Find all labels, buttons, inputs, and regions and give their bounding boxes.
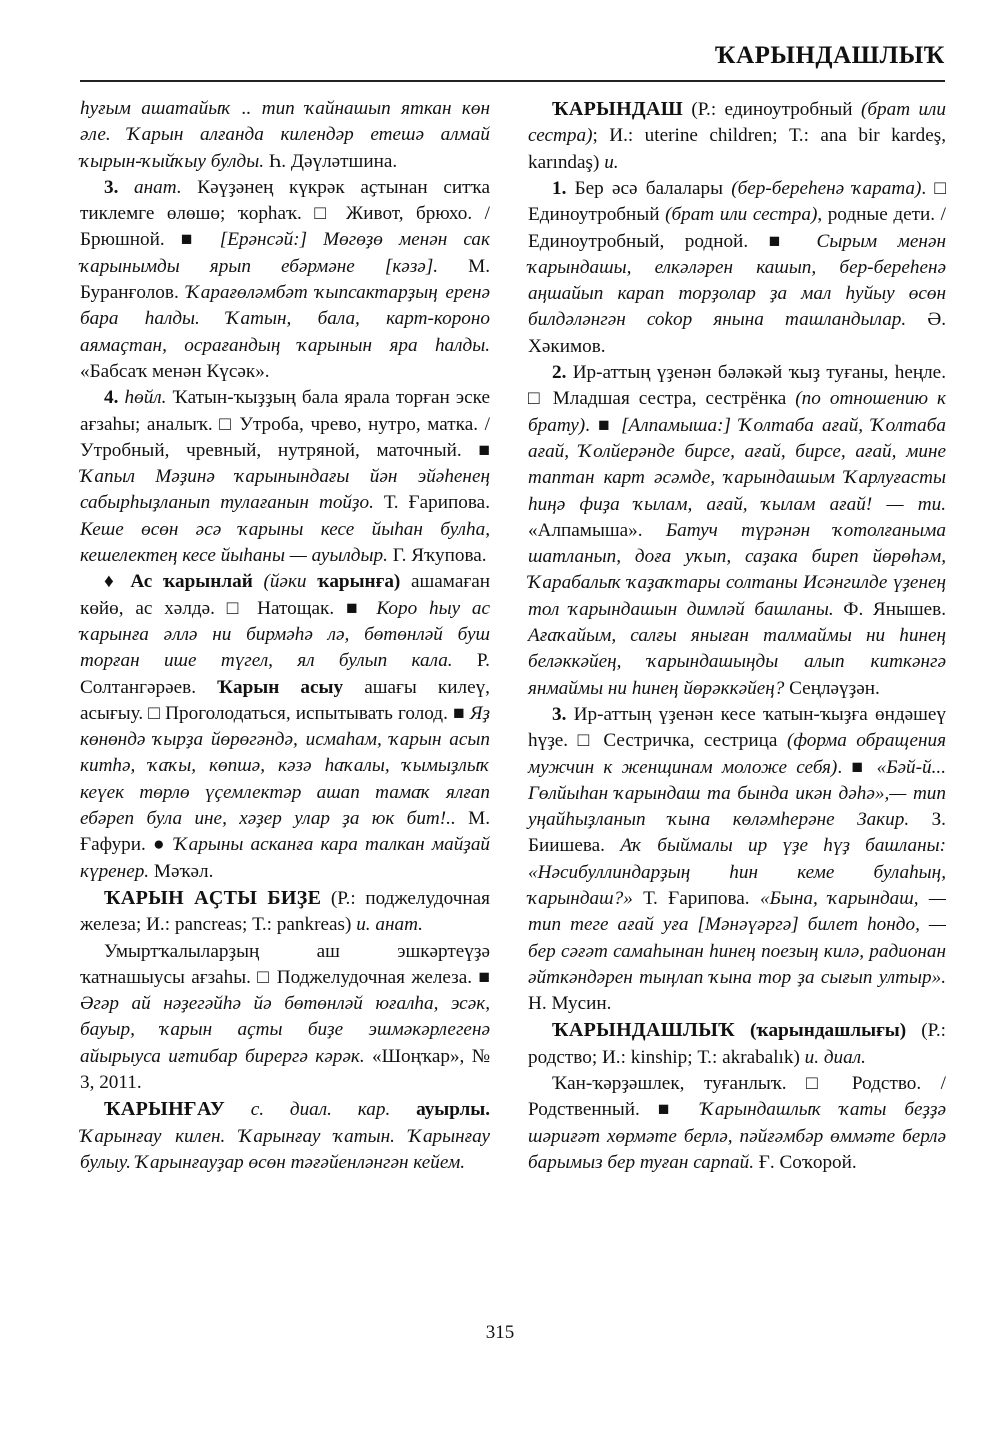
text-run: Сеңләүҙән. [784,677,880,699]
text-run: ҠАРЫН АҪТЫ БИҘЕ [104,886,322,909]
text-run: Р. Солтангәрәев. [80,650,490,698]
text-run: Ҡарындашлыҡ ҡаты беҙҙә шәриғәт хөрмәте берлә, пәйғәмбәр өммәте берлә барымыз бер туған сарпай. [528,1099,946,1174]
right-column [528,96,946,1176]
text-run: 4. [104,387,125,409]
text-run: Ҡарын асыу [217,676,344,698]
text-run: (брат или сестра) [665,204,818,226]
text-run: 1. [552,177,575,199]
text-run: Ҡарыны асканға кара талкан майҙай күренер. [80,834,491,882]
text-run: «Шоңҡар», № 3, 2011. [80,1045,491,1094]
text-run: (брат или сестра) [528,99,946,147]
text-run: Т. Ғарипова. [373,492,490,514]
text-run: . ■ [837,756,877,778]
text-run: 3. [104,176,135,198]
text-run: [Алпамыша:] Ҡолтаба ағай, Ҡолтаба ағай, Ҡолйерәнде бирсе, ағай, бирсе, ағай, мине таптан карт әсәмде, ҡарындашым Ҡарлуғасты һиңә фиҙа ҡылам, ағай, ҡылам ағай! — ти. [528,414,946,515]
sense-3 [80,175,490,385]
text-run: ашамаған көйө, ас хәлдә. □ Натощак. ■ [80,571,490,619]
text-run: (йәки [263,571,307,593]
text-run: Ҡапыл Мәҙинә ҡарынындағы йән эйәһенең сабырһыҙланып тулағанын тойҙо. [80,466,490,514]
text-run: Ағаҡайым, салғы яныған талмаймы ни һинең беләккәйең, ҡарындашыңды алып киткәнгә янмаймы ни һинең йөрәккәйең? [528,625,946,699]
text-run: Коро һыу ас ҡарынға әллә ни бирмәһә лә, бөтөнләй буш торған ише түгел, ял булып кала. [80,597,491,672]
text-run: (Р.: поджелудочная железа; И.: pancreas; Т.: pankreas) [80,887,490,936]
text-run: Умыртҡалыларҙың аш эшкәртеүҙә ҡатнашыусы ағзаһы. □ Поджелудочная железа. ■ [80,940,490,988]
text-run: Ҡан-ҡәрҙәшлек, туғанлыҡ. □ Родство. / Родственный. ■ [528,1073,946,1121]
text-run: Ҡарағөләмбәт ҡыпсактарҙың еренә бара һалды. Ҡатын, бала, карт-короно аямаҫтан, осрағандың ҡарынын яра һалды. [80,282,490,356]
text-run: (ҡарындашлығы) [735,1020,907,1042]
text-run: и. диал. [804,1046,866,1068]
text-run: Кәүҙәнең күкрәк аҫтынан ситҡа тиклемге өлөшө; ҡорһаҡ. □ Живот, брюхо. / Брюшной. ■ [80,176,491,251]
entry-karyndashlyk [528,1017,946,1071]
text-run: Һ. Дәүләтшина. [264,150,398,172]
text-run: [Ерәнсәй:] Мөгөҙө менән сак ҡарынымды ярып ебәрмәне [кәзә]. [80,229,490,277]
text-run: 2. [552,362,573,384]
text-run: Мәҡәл. [149,860,214,882]
text-run: (Р.: единоутробный [683,99,861,120]
text-run: «Бәй-й... Гөлйыһан ҡарындаш та бында икән дәһә»,— тип уңайһыҙланып ҡына көләмһерәне Закир. [528,756,946,831]
page-number: 315 [485,1322,515,1343]
text-run: 3. [552,703,574,725]
text-run: и. анат. [356,914,423,936]
idioms [80,569,490,885]
text-run: ҠАРЫНДАШ [552,98,683,120]
text-run: Т. Ғарипова. [632,888,760,909]
text-run: Батуч түрәнән ҡотолғаныма шатланып, доға уҡып, саҙака биреп йөрөһәм, Ҡарабалыҡ ҡаҙаҡтары солтаны Исәнгилде үҙенең тол ҡарындашын димләй башланы. [528,519,946,620]
entry-karyndashlyk-definition [528,1071,946,1176]
text-run: Ир-аттың үҙенән кесе ҡатын-ҡыҙға өндәшеү һүҙе. □ Сестричка, сестрица [528,703,946,752]
text-run: ауырлы. [390,1099,490,1121]
entry-karyn-asty-bize [80,885,490,939]
text-run: ♦ Ас ҡарынлай [104,571,264,593]
text-run: М. Буранғолов. [80,255,490,304]
text-run: Н. Мусин. [528,993,612,1015]
entry-karyngau [80,1096,490,1176]
text-run: «Алпамыша». [528,519,666,541]
text-run: М. Ғафури. ● [80,808,490,856]
text-run: ашағы килеү, асығыу. □ Проголодаться, испытывать голод. ■ [80,676,490,724]
text-run: (Р.: родство; И.: kinship; Т.: akrabalık) [528,1020,946,1068]
text-run: ҠАРЫНҒАУ [104,1098,225,1121]
text-run: . □ Единоутробный [528,177,946,226]
entry-continuation [80,96,490,175]
text-run: с. диал. [224,1099,358,1121]
text-run: ҠАРЫНДАШЛЫҠ [552,1019,736,1042]
page-header [80,38,945,82]
text-run: . ■ [585,414,622,436]
entry-karyndash [528,96,946,176]
text-run: Ҡатын-ҡыҙҙың бала ярала торған эске ағзаһы; аналыҡ. □ Утроба, чрево, нутро, матка. / Утробный, чревный, нутряной, маточный. ■ [80,387,491,461]
text-run: hуғым ашатайыҡ .. тип ҡайнашып яткан көн әле. Ҡарын алғанда килендәр етешә алмай ҡырын-ҡыйҡыу булды. [80,98,490,172]
text-run: «Бына, ҡарындаш, — тип теге ағай уға [Мәнәүәргә] билет һондо, — бер сәғәт самаһынан һинең поезың килә, радионан әйткәндәрен тыңлап ҡына тор ҙа сығып ултыр». [528,888,946,988]
text-run: Кеше өсөн әсә ҡарыны кесе йыһан булһа, кешелектең кесе йыһаны — ауылдыр. [80,518,490,567]
text-run: Г. Яҡупова. [387,545,487,567]
text-run: , родные дети. / Единоутробный, родной. ■ [528,204,946,252]
entry-karyndash-sense-1 [528,176,946,360]
text-run: Яҙ көнөндә ҡырҙа йөрөгәндә, исмаһам, ҡарын асып китһә, ҡаҡы, көпшә, кәзә һаҡалы, ҡымыҙлыҡ кеүек төрлө үҫемлектәр ашап тамаҡ ялғап ебәреп була ине, хәҙер улар ҙа юк бит!.. [80,702,490,830]
text-run: Ҡарынғау килен. Ҡарынғау ҡатын. Ҡарынғау булыу. Ҡарынғауҙар өсөн тәғәйенләнгән кейем. [80,1125,490,1174]
text-run: Сырым менән ҡарындашы, елкәләрен кашып, бер-береһенә аңшайып карап торҙолар ҙа мал һуйыу өсөн билдәләнгән соkор янына ташландылар. [528,230,946,331]
text-run: З. Биишева. [528,809,946,857]
text-run: Ә. Хәкимов. [528,309,946,357]
running-head: ҠАРЫНДАШЛЫҠ [714,42,945,69]
text-run: и. [604,151,619,173]
text-run: (бер-береһенә ҡарата) [731,177,922,199]
left-column [80,96,490,1176]
text-run: Әгәр ай нәҙегәйһә йә бөтөнләй юғалһа, эсәк, бауыр, ҡарын аҫты биҙе эшмәкәрлегенә айырыуса иғтибар бирергә кәрәк. [80,993,490,1067]
entry-karyndash-sense-2 [528,360,946,702]
text-run: ҡарынға) [306,571,401,593]
entry-karyndash-sense-3 [528,702,946,1018]
text-run: Ф. Янышев. [833,598,947,620]
text-run: Аҡ быймалы ир үҙе һүҙ башланы: «Нәсибуллиндарҙың һин кеме булаһың, ҡарындаш?» [528,835,947,909]
sense-4 [80,385,490,569]
text-run: «Бабсаҡ менән Күсәк». [80,360,270,382]
text-run: (по отношению к брату) [528,388,947,436]
text-run: һөйл. [124,387,167,409]
text-run: Ир-аттың үҙенән бәләкәй ҡыҙ туғаны, һеңле. □ Младшая сестра, сестрёнка [528,362,946,410]
text-run: Ғ. Соҡорой. [754,1152,857,1174]
entry-karyn-asty-bize-definition [80,939,490,1097]
text-run: кар. [357,1099,391,1121]
text-run: (форма обращения мужчин к женщинам моложе себя) [528,730,946,778]
text-run: анат. [134,176,182,198]
text-run: Бер әсә балалары [574,177,732,199]
text-run: ; И.: uterine children; Т.: ana bir kardeş, karındaş) [528,125,946,173]
